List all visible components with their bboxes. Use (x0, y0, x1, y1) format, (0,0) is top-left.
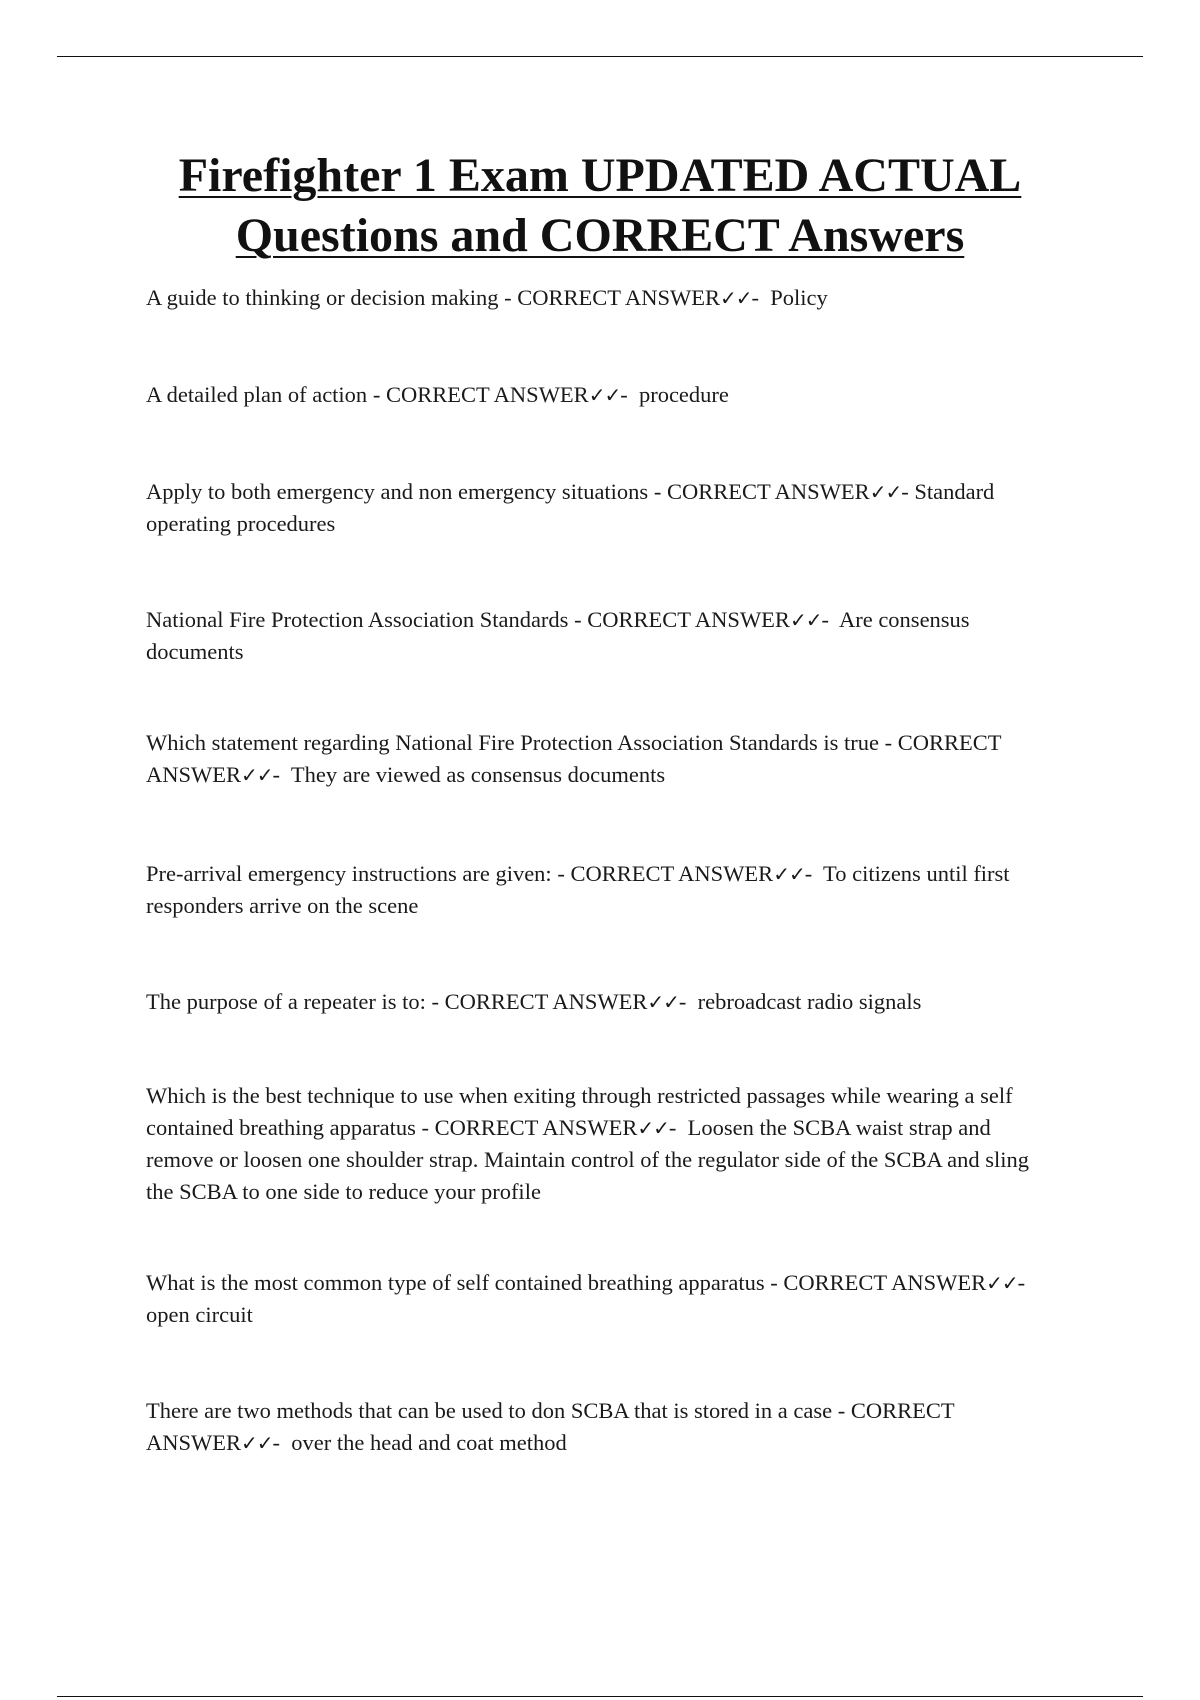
answer-marker: CORRECT ANSWER (434, 1115, 638, 1140)
question-text: Which statement regarding National Fire Protection Association Standards is true (146, 730, 879, 755)
double-check-icon: ✓✓ (637, 1116, 669, 1140)
answer-text: rebroadcast radio signals (697, 989, 922, 1014)
question-text: Which is the best technique to use when exiting through restricted passages while wearing a self contained breathing apparatus (146, 1083, 1013, 1140)
answer-marker: CORRECT ANSWER (146, 730, 1002, 787)
double-check-icon: ✓✓ (719, 286, 752, 310)
answer-marker: CORRECT ANSWER (146, 1398, 955, 1455)
question-text: National Fire Protection Association Standards (146, 607, 569, 632)
answer-text: over the head and coat method (291, 1430, 567, 1455)
answer-text: Policy (770, 285, 828, 310)
answer-marker: CORRECT ANSWER (385, 382, 589, 407)
answer-marker: CORRECT ANSWER (666, 479, 870, 504)
question-text: A detailed plan of action (146, 382, 368, 407)
answer-text: open circuit (146, 1302, 253, 1327)
question-text: The purpose of a repeater is to: (146, 989, 426, 1014)
qa-item: Pre-arrival emergency instructions are given: - CORRECT ANSWER✓✓- To citizens until first responders arrive on the scene (146, 861, 1010, 918)
bottom-rule (57, 1696, 1143, 1697)
answer-marker: CORRECT ANSWER (783, 1270, 987, 1295)
qa-item: What is the most common type of self contained breathing apparatus - CORRECT ANSWER✓✓- open circuit (146, 1270, 1031, 1327)
qa-item: A guide to thinking or decision making - CORRECT ANSWER✓✓- Policy (146, 285, 828, 310)
answer-marker: CORRECT ANSWER (587, 607, 790, 632)
double-check-icon: ✓✓ (773, 862, 805, 886)
answer-text: procedure (638, 382, 729, 407)
qa-item: The purpose of a repeater is to: - CORRECT ANSWER✓✓- rebroadcast radio signals (146, 989, 922, 1014)
title-line-1: Firefighter 1 Exam UPDATED ACTUAL (178, 149, 1022, 202)
double-check-icon: ✓✓ (647, 990, 679, 1014)
qa-item: Which is the best technique to use when exiting through restricted passages while wearing a self contained breathing apparatus - CORRECT ANSWER✓✓- Loosen the SCBA waist strap and remove or loosen one shoulder strap. Maintain control of the regulator side of the SCBA and sling the SCBA to one side to reduce your profile (146, 1083, 1029, 1204)
answer-text: Loosen the SCBA waist strap and remove or loosen one shoulder strap. Maintain control of the regulator side of the SCBA and sling the SCBA to one side to reduce your profile (146, 1115, 1029, 1204)
title-line-2: Questions and CORRECT Answers (235, 209, 965, 262)
qa-item: Apply to both emergency and non emergency situations - CORRECT ANSWER✓✓- Standard operating procedures (146, 479, 995, 536)
double-check-icon: ✓✓ (869, 480, 902, 504)
answer-text: Standard operating procedures (146, 479, 995, 536)
qa-item: A detailed plan of action - CORRECT ANSWER✓✓- procedure (146, 382, 729, 407)
question-text: A guide to thinking or decision making (146, 285, 499, 310)
double-check-icon: ✓✓ (588, 383, 621, 407)
answer-text: Are consensus documents (146, 607, 970, 664)
question-text: Apply to both emergency and non emergency situations (146, 479, 649, 504)
double-check-icon: ✓✓ (986, 1271, 1018, 1295)
double-check-icon: ✓✓ (789, 608, 822, 632)
qa-item: National Fire Protection Association Standards - CORRECT ANSWER✓✓- Are consensus documents (146, 607, 970, 664)
page-title (100, 146, 1100, 266)
qa-item: There are two methods that can be used to don SCBA that is stored in a case - CORRECT ANSWER✓✓- over the head and coat method (146, 1398, 955, 1455)
answer-marker: CORRECT ANSWER (444, 989, 648, 1014)
answer-text: To citizens until first responders arrive on the scene (146, 861, 1010, 918)
answer-marker: CORRECT ANSWER (517, 285, 720, 310)
double-check-icon: ✓✓ (241, 1431, 273, 1455)
top-rule (57, 56, 1143, 57)
answer-marker: CORRECT ANSWER (570, 861, 774, 886)
double-check-icon: ✓✓ (241, 763, 273, 787)
qa-item: Which statement regarding National Fire Protection Association Standards is true - CORRECT ANSWER✓✓- They are viewed as consensus documents (146, 730, 1002, 787)
question-text: Pre-arrival emergency instructions are given: (146, 861, 552, 886)
question-text: There are two methods that can be used to don SCBA that is stored in a case (146, 1398, 833, 1423)
answer-text: They are viewed as consensus documents (290, 762, 666, 787)
question-text: What is the most common type of self contained breathing apparatus (146, 1270, 765, 1295)
